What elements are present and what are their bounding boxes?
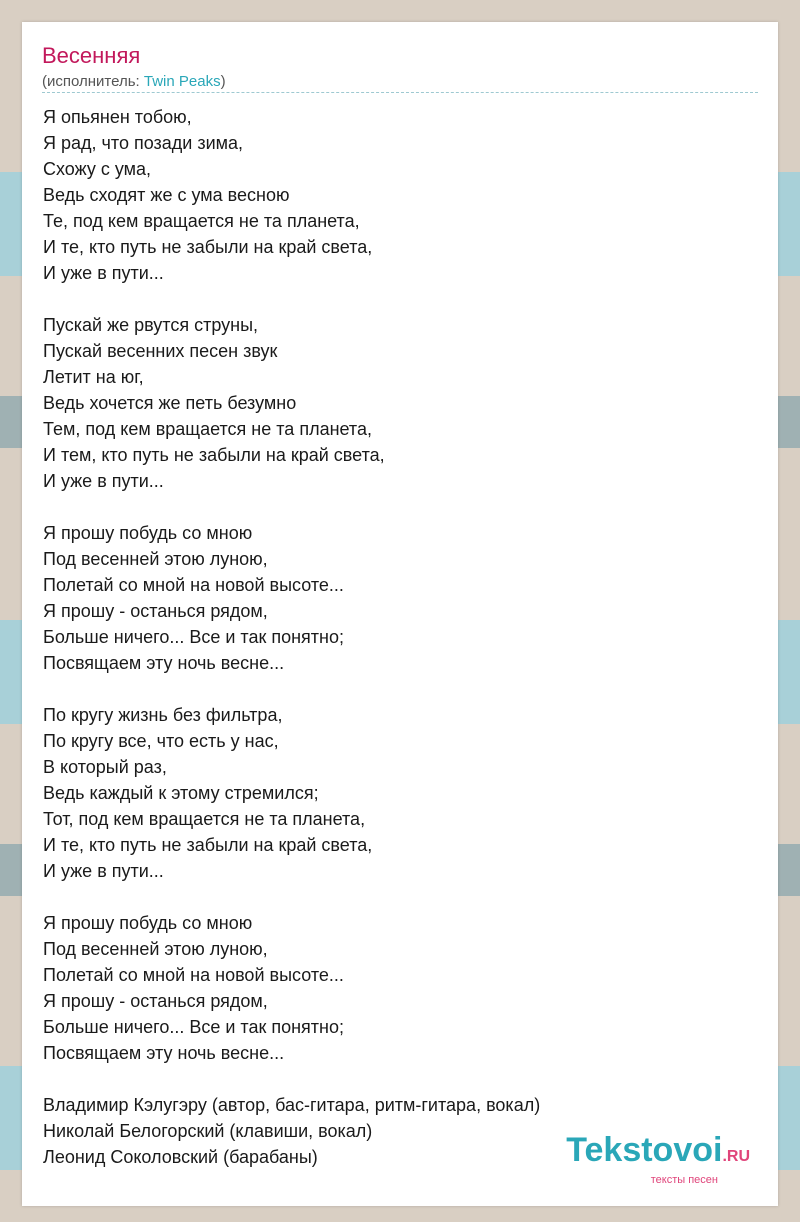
- lyric-line: Посвящаем эту ночь весне...: [43, 653, 285, 673]
- lyric-line: Под весенней этою луною,: [43, 549, 268, 569]
- lyric-line: Я прошу - останься рядом,: [43, 601, 268, 621]
- stanza-break: [43, 1066, 758, 1092]
- lyric-line: Ведь сходят же с ума весною: [43, 185, 290, 205]
- lyric-line: Посвящаем эту ночь весне...: [43, 1043, 285, 1063]
- site-logo[interactable]: [566, 1133, 750, 1186]
- stanza-break: [43, 494, 758, 520]
- lyric-line: Владимир Кэлугэру (автор, бас-гитара, ритм-гитара, вокал): [43, 1095, 541, 1115]
- lyric-line: Николай Белогорский (клавиши, вокал): [43, 1121, 373, 1141]
- lyric-line: Тем, под кем вращается не та планета,: [43, 419, 372, 439]
- lyric-line: Леонид Соколовский (барабаны): [43, 1147, 318, 1167]
- lyric-line: Ведь хочется же петь безумно: [43, 393, 297, 413]
- lyric-line: По кругу все, что есть у нас,: [43, 731, 279, 751]
- logo-tld: .RU: [722, 1148, 750, 1165]
- title-divider: [42, 92, 758, 93]
- lyric-line: Я опьянен тобою,: [43, 107, 192, 127]
- lyric-line: Под весенней этою луною,: [43, 939, 268, 959]
- lyric-line: И тем, кто путь не забыли на край света,: [43, 445, 385, 465]
- lyric-line: Пускай же рвутся струны,: [43, 315, 259, 335]
- lyric-line: И уже в пути...: [43, 861, 164, 881]
- logo-main-text: Tekstovoi: [566, 1131, 723, 1169]
- logo-tagline: тексты песен: [650, 1174, 718, 1186]
- artist-suffix: ): [220, 73, 226, 90]
- lyric-line: Полетай со мной на новой высоте...: [43, 575, 344, 595]
- lyric-line: Я рад, что позади зима,: [43, 133, 244, 153]
- lyric-line: По кругу жизнь без фильтра,: [43, 705, 283, 725]
- lyric-line: Я прошу побудь со мною: [43, 913, 253, 933]
- lyric-line: И те, кто путь не забыли на край света,: [43, 237, 373, 257]
- artist-prefix: (исполнитель:: [42, 73, 144, 90]
- lyric-line: Полетай со мной на новой высоте...: [43, 965, 344, 985]
- song-title: Весенняя: [42, 43, 141, 68]
- artist-link[interactable]: Twin Peaks: [143, 73, 221, 90]
- lyrics-body: [43, 104, 758, 1170]
- lyric-line: Пускай весенних песен звук: [43, 341, 278, 361]
- lyric-line: В который раз,: [43, 757, 167, 777]
- logo-wordmark: [566, 1133, 750, 1174]
- lyric-line: Больше ничего... Все и так понятно;: [43, 627, 344, 647]
- lyric-line: И те, кто путь не забыли на край света,: [43, 835, 373, 855]
- lyric-line: Схожу с ума,: [43, 159, 152, 179]
- lyric-line: И уже в пути...: [43, 263, 164, 283]
- stanza-break: [43, 884, 758, 910]
- lyric-line: Тот, под кем вращается не та планета,: [43, 809, 366, 829]
- lyric-line: Те, под кем вращается не та планета,: [43, 211, 360, 231]
- artist-line: [42, 72, 226, 92]
- lyric-line: Больше ничего... Все и так понятно;: [43, 1017, 344, 1037]
- lyric-line: Ведь каждый к этому стремился;: [43, 783, 319, 803]
- lyrics-card: [22, 22, 778, 1206]
- stanza-break: [43, 286, 758, 312]
- lyric-line: Я прошу побудь со мною: [43, 523, 253, 543]
- lyric-line: Я прошу - останься рядом,: [43, 991, 268, 1011]
- stanza-break: [43, 676, 758, 702]
- lyric-line: Летит на юг,: [43, 367, 144, 387]
- lyric-line: И уже в пути...: [43, 471, 164, 491]
